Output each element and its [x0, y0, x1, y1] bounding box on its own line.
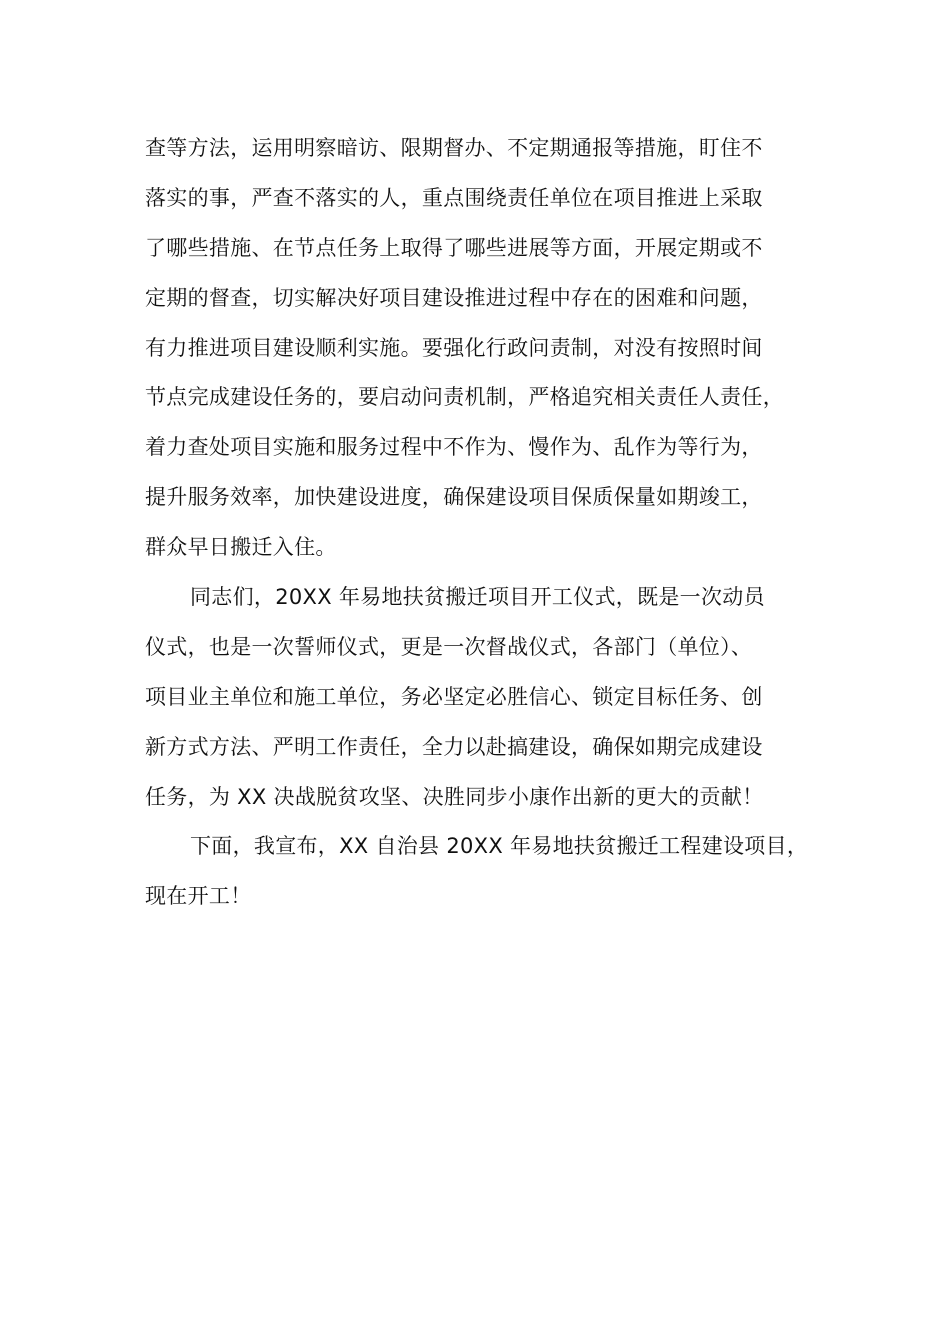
paragraph-start-line: 同志们，20XX 年易地扶贫搬迁项目开工仪式，既是一次动员 — [190, 585, 765, 610]
text-line: 查等方法，运用明察暗访、限期督办、不定期通报等措施，盯住不 — [145, 136, 763, 160]
text-line: 定期的督查，切实解决好项目建设推进过程中存在的困难和问题， — [145, 285, 763, 310]
text-line: 仪式，也是一次誓师仪式，更是一次督战仪式，各部门（单位）、 — [145, 634, 753, 659]
document-body — [145, 124, 835, 922]
text-line: 有力推进项目建设顺利实施。要强化行政问责制，对没有按照时间 — [145, 335, 763, 360]
paragraph-start-line: 下面，我宣布，XX 自治县 20XX 年易地扶贫搬迁工程建设项目， — [190, 834, 809, 859]
text-line: 提升服务效率，加快建设进度，确保建设项目保质保量如期竣工， — [145, 485, 763, 510]
text-line: 现在开工！ — [145, 884, 252, 909]
text-line: 着力查处项目实施和服务过程中不作为、慢作为、乱作为等行为， — [145, 435, 763, 460]
text-line: 群众早日搬迁入住。 — [145, 535, 337, 560]
text-line: 了哪些措施、在节点任务上取得了哪些进展等方面，开展定期或不 — [145, 235, 763, 260]
text-line: 落实的事，严查不落实的人，重点围绕责任单位在项目推进上采取 — [145, 185, 763, 210]
text-line: 项目业主单位和施工单位，务必坚定必胜信心、锁定目标任务、创 — [145, 684, 763, 709]
text-line: 任务，为 XX 决战脱贫攻坚、决胜同步小康作出新的更大的贡献！ — [145, 784, 764, 809]
text-line: 节点完成建设任务的，要启动问责机制，严格追究相关责任人责任， — [145, 385, 784, 410]
text-line: 新方式方法、严明工作责任，全力以赴搞建设，确保如期完成建设 — [145, 734, 763, 759]
